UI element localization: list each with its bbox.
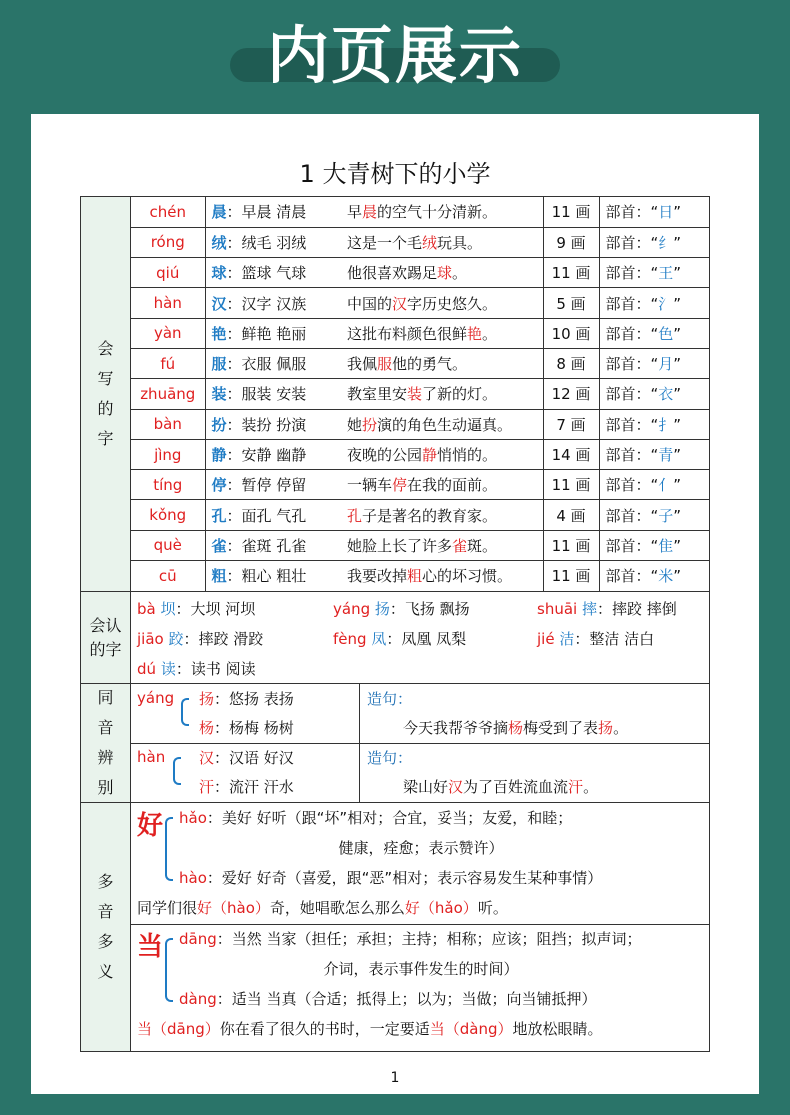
words-cell — [205, 561, 347, 591]
sentence-highlight: 孔 — [347, 506, 363, 525]
radical-prefix: 部首：“ — [605, 324, 659, 343]
sentence-part: 心的坏习惯。 — [422, 567, 513, 586]
words-cell — [205, 318, 347, 348]
brace-bracket — [173, 757, 181, 785]
radical-cell — [599, 227, 709, 257]
sentence-highlight: 扮 — [362, 415, 378, 434]
lesson-title: 1 大青树下的小学 — [299, 160, 491, 188]
sentence-cell — [347, 379, 543, 409]
words-cell — [205, 258, 347, 288]
pinyin-cell: bàn — [131, 409, 205, 439]
stroke-count-cell: 14 画 — [543, 439, 599, 469]
polyphone-example — [137, 1018, 603, 1039]
words-text: ：服装 安装 — [226, 385, 307, 404]
radical-prefix: 部首：“ — [605, 415, 659, 434]
radical-suffix: ” — [673, 506, 682, 525]
sentence-part: 字历史悠久。 — [407, 294, 498, 313]
radical-prefix: 部首：“ — [605, 385, 659, 404]
pinyin-cell: fú — [131, 348, 205, 378]
radical-char: 青 — [658, 446, 674, 465]
sentence-part: 今天我帮爷爷摘 — [403, 719, 509, 737]
stroke-count-cell: 5 画 — [543, 288, 599, 318]
radical-cell — [599, 561, 709, 591]
pinyin-cell: hàn — [131, 288, 205, 318]
sentence-part: 的空气十分清新。 — [377, 203, 498, 222]
target-char: 停 — [211, 476, 227, 495]
radical-prefix: 部首：“ — [605, 567, 659, 586]
brace-bracket — [181, 698, 189, 726]
read-pinyin: jiāo — [137, 630, 164, 648]
sentence-highlight: 粗 — [407, 567, 423, 586]
radical-char: 子 — [658, 506, 674, 525]
radical-char: 纟 — [658, 233, 674, 252]
brace-bracket — [165, 817, 173, 881]
read-item — [137, 598, 255, 619]
radical-char: 氵 — [658, 294, 674, 313]
homophone-words: ：悠扬 表扬 — [214, 690, 294, 708]
sentence-cell — [347, 470, 543, 500]
read-words: ：凤凰 凤梨 — [386, 630, 467, 648]
reading-2-line — [179, 867, 602, 888]
write-section — [80, 196, 710, 592]
pinyin-cell: zhuāng — [131, 379, 205, 409]
sentence-part: 梁山好 — [403, 778, 449, 796]
pinyin-cell: chén — [131, 197, 205, 227]
polyphone-char: 当 — [137, 932, 164, 962]
write-row — [131, 197, 709, 227]
words-cell — [205, 409, 347, 439]
reading-pinyin: hǎo — [179, 809, 207, 827]
target-char: 晨 — [211, 203, 227, 222]
stroke-count-cell: 10 画 — [543, 318, 599, 348]
write-row — [131, 530, 709, 560]
example-part: 地放松眼睛。 — [512, 1020, 603, 1038]
read-pinyin: jié — [537, 630, 555, 648]
sentence-part: 教室里安 — [347, 385, 408, 404]
radical-char: 隹 — [658, 536, 674, 555]
read-item — [537, 628, 654, 649]
sentence-part: 他很喜欢踢足 — [347, 264, 438, 283]
read-pinyin: fèng — [333, 630, 367, 648]
radical-prefix: 部首：“ — [605, 476, 659, 495]
radical-suffix: ” — [673, 355, 682, 374]
words-cell — [205, 227, 347, 257]
sentence-part: 子是著名的教育家。 — [362, 506, 498, 525]
sentence-part: 她 — [347, 415, 363, 434]
sentence-part: 早 — [347, 203, 363, 222]
read-item — [537, 598, 677, 619]
sentence-highlight: 停 — [392, 476, 408, 495]
read-words: ：读书 阅读 — [175, 660, 256, 678]
read-words: ：飞扬 飘扬 — [389, 600, 470, 618]
reading-1-line-2: 健康，痊愈；表示赞许） — [338, 839, 504, 857]
radical-char: 王 — [658, 264, 674, 283]
words-cell — [205, 348, 347, 378]
read-item — [333, 598, 470, 619]
radical-cell — [599, 318, 709, 348]
read-pinyin: shuāi — [537, 600, 578, 618]
worksheet-page — [31, 114, 759, 1094]
sentence-label: 造句： — [367, 749, 413, 767]
homophone-line-b — [199, 776, 294, 797]
sentence-highlight: 汉 — [448, 778, 464, 796]
stroke-count-cell: 11 画 — [543, 561, 599, 591]
read-char: 洁 — [559, 630, 575, 648]
words-text: ：早晨 清晨 — [226, 203, 307, 222]
words-text: ：篮球 气球 — [226, 264, 307, 283]
radical-suffix: ” — [673, 415, 682, 434]
sentence-highlight: 汗 — [568, 778, 584, 796]
homophone-pinyin: yáng — [137, 689, 175, 707]
read-item — [137, 658, 256, 679]
words-text: ：面孔 气孔 — [226, 506, 307, 525]
sentence-cell — [347, 530, 543, 560]
sentence-part: 我佩 — [347, 355, 378, 374]
sentence-highlight: 杨 — [508, 719, 524, 737]
pinyin-cell: kǒng — [131, 500, 205, 530]
sentence-part: 为了百姓流血流 — [463, 778, 569, 796]
write-row — [131, 500, 709, 530]
words-text: ：装扮 扮演 — [226, 415, 307, 434]
sentence-part: 。 — [613, 719, 629, 737]
sentence-highlight: 雀 — [452, 536, 468, 555]
sentence-highlight: 绒 — [422, 233, 438, 252]
radical-suffix: ” — [673, 446, 682, 465]
example-part: 奇，她唱歌怎么那么 — [269, 899, 405, 917]
words-text: ：鲜艳 艳丽 — [226, 324, 307, 343]
homophone-char: 汗 — [199, 778, 215, 796]
sentence-highlight: 装 — [407, 385, 423, 404]
sentence-cell — [347, 348, 543, 378]
read-char: 扬 — [374, 600, 390, 618]
stroke-count-cell: 4 画 — [543, 500, 599, 530]
read-pinyin: bà — [137, 600, 156, 618]
example-part: 听。 — [477, 899, 508, 917]
target-char: 装 — [211, 385, 227, 404]
sentence-highlight: 汉 — [392, 294, 408, 313]
banner-title: 内页展示 — [266, 19, 523, 92]
homophone-line-b — [199, 717, 294, 738]
radical-suffix: ” — [673, 385, 682, 404]
reading-meaning: ：美好 好听（跟“坏”相对；合宜，妥当；友爱，和睦； — [206, 809, 573, 827]
radical-suffix: ” — [673, 536, 682, 555]
sentence-cell — [347, 227, 543, 257]
words-text: ：雀斑 孔雀 — [226, 536, 307, 555]
stroke-count-cell: 11 画 — [543, 258, 599, 288]
target-char: 艳 — [211, 324, 227, 343]
pinyin-cell: jìng — [131, 439, 205, 469]
words-cell — [205, 288, 347, 318]
radical-prefix: 部首：“ — [605, 203, 659, 222]
radical-suffix: ” — [673, 233, 682, 252]
radical-prefix: 部首：“ — [605, 536, 659, 555]
reading-pinyin: dàng — [179, 990, 217, 1008]
sentence-part: 他的勇气。 — [392, 355, 468, 374]
sentence-highlight: 扬 — [598, 719, 614, 737]
polyphone-section — [80, 802, 710, 1052]
polyphone-char: 好 — [137, 811, 164, 841]
homophone-label-cell — [81, 684, 131, 802]
read-words: ：大坝 河坝 — [175, 600, 256, 618]
example-highlight: 当（dàng） — [429, 1020, 513, 1038]
polyphone-example — [137, 897, 508, 918]
homophone-char: 扬 — [199, 690, 215, 708]
homophone-section — [80, 683, 710, 803]
radical-cell — [599, 288, 709, 318]
radical-char: 月 — [658, 355, 674, 374]
example-part: 同学们很 — [137, 899, 198, 917]
stroke-count-cell: 8 画 — [543, 348, 599, 378]
radical-char: 日 — [658, 203, 674, 222]
sentence-part: 夜晚的公园 — [347, 446, 423, 465]
pinyin-cell: róng — [131, 227, 205, 257]
page-number: 1 — [390, 1070, 400, 1086]
homophone-pinyin: hàn — [137, 748, 166, 766]
example-highlight: 好（hǎo） — [404, 899, 478, 917]
words-cell — [205, 470, 347, 500]
reading-1-line-1 — [179, 928, 642, 949]
polyphone-label: 多音多义 — [97, 872, 114, 981]
pinyin-cell: què — [131, 530, 205, 560]
brace-bracket — [165, 938, 173, 1002]
sentence-part: 。 — [452, 264, 468, 283]
write-section-label-cell — [81, 197, 131, 591]
words-text: ：汉字 汉族 — [226, 294, 307, 313]
pinyin-cell: tíng — [131, 470, 205, 500]
pinyin-cell: qiú — [131, 258, 205, 288]
reading-meaning: ：爱好 好奇（喜爱，跟“恶”相对；表示容易发生某种事情） — [206, 869, 603, 887]
stroke-count-cell: 11 画 — [543, 530, 599, 560]
sentence-part: 悄悄的。 — [437, 446, 498, 465]
stroke-count-cell: 9 画 — [543, 227, 599, 257]
sentence-highlight: 晨 — [362, 203, 378, 222]
read-char: 坝 — [160, 600, 176, 618]
read-pinyin: yáng — [333, 600, 371, 618]
sentence-cell — [347, 409, 543, 439]
radical-suffix: ” — [673, 476, 682, 495]
read-section — [80, 591, 710, 684]
read-words: ：摔跤 滑跤 — [183, 630, 264, 648]
target-char: 静 — [211, 446, 227, 465]
stroke-count-cell: 11 画 — [543, 470, 599, 500]
write-row — [131, 348, 709, 378]
sentence-part: 一辆车 — [347, 476, 393, 495]
reading-pinyin: hào — [179, 869, 207, 887]
sentence-highlight: 服 — [377, 355, 393, 374]
sentence-part: 斑。 — [467, 536, 498, 555]
sentence-part: 这是一个毛 — [347, 233, 423, 252]
write-row — [131, 227, 709, 257]
polyphone-label-cell — [81, 803, 131, 1051]
radical-cell — [599, 530, 709, 560]
write-row — [131, 379, 709, 409]
radical-char: 米 — [658, 567, 674, 586]
write-row — [131, 409, 709, 439]
target-char: 服 — [211, 355, 227, 374]
sentence-part: 这批布料颜色很鲜 — [347, 324, 468, 343]
write-row — [131, 439, 709, 469]
write-section-label: 会写的字 — [97, 339, 114, 448]
sentence-part: 演的角色生动逼真。 — [377, 415, 513, 434]
write-row — [131, 561, 709, 591]
sentence-cell — [347, 500, 543, 530]
example-sentence — [403, 776, 598, 797]
radical-suffix: ” — [673, 203, 682, 222]
read-pinyin: dú — [137, 660, 157, 678]
target-char: 绒 — [211, 233, 227, 252]
words-text: ：绒毛 羽绒 — [226, 233, 307, 252]
reading-meaning: ：适当 当真（合适；抵得上；以为；当做；向当铺抵押） — [216, 990, 597, 1008]
homophone-words: ：流汗 汗水 — [214, 778, 294, 796]
homophone-line-a — [199, 688, 294, 709]
example-sentence — [403, 717, 628, 738]
write-row — [131, 288, 709, 318]
read-char: 跤 — [168, 630, 184, 648]
example-highlight: 当（dāng） — [137, 1020, 220, 1038]
radical-cell — [599, 258, 709, 288]
read-char: 摔 — [581, 600, 597, 618]
reading-meaning: ：当然 当家（担任；承担；主持；相称；应该；阻挡；拟声词； — [216, 930, 642, 948]
radical-suffix: ” — [673, 324, 682, 343]
words-cell — [205, 379, 347, 409]
reading-2-line — [179, 988, 597, 1009]
words-cell — [205, 500, 347, 530]
radical-char: 扌 — [658, 415, 674, 434]
sentence-highlight: 静 — [422, 446, 438, 465]
radical-cell — [599, 348, 709, 378]
radical-cell — [599, 409, 709, 439]
sentence-part: 。 — [482, 324, 498, 343]
read-words: ：摔跤 摔倒 — [597, 600, 677, 618]
radical-cell — [599, 470, 709, 500]
write-table — [131, 197, 709, 591]
sentence-cell — [347, 561, 543, 591]
reading-1-line-2: 介词，表示事件发生的时间） — [323, 960, 519, 978]
homophone-char: 汉 — [199, 749, 215, 767]
sentence-part: 了新的灯。 — [422, 385, 498, 404]
sentence-part: 梅受到了表 — [523, 719, 599, 737]
write-row — [131, 258, 709, 288]
radical-cell — [599, 379, 709, 409]
reading-pinyin: dāng — [179, 930, 217, 948]
radical-suffix: ” — [673, 264, 682, 283]
target-char: 汉 — [211, 294, 227, 313]
words-text: ：衣服 佩服 — [226, 355, 307, 374]
sentence-highlight: 艳 — [467, 324, 483, 343]
radical-prefix: 部首：“ — [605, 264, 659, 283]
homophone-label: 同音辨别 — [97, 688, 114, 797]
words-cell — [205, 530, 347, 560]
sentence-cell — [347, 258, 543, 288]
read-char: 凤 — [371, 630, 387, 648]
stroke-count-cell: 12 画 — [543, 379, 599, 409]
reading-1-line-1 — [179, 807, 572, 828]
sentence-part: 。 — [583, 778, 599, 796]
radical-char: 衣 — [658, 385, 674, 404]
sentence-part: 中国的 — [347, 294, 393, 313]
words-text: ：暂停 停留 — [226, 476, 307, 495]
radical-cell — [599, 197, 709, 227]
radical-char: 亻 — [658, 476, 674, 495]
radical-prefix: 部首：“ — [605, 233, 659, 252]
target-char: 球 — [211, 264, 227, 283]
radical-suffix: ” — [673, 567, 682, 586]
pinyin-cell: yàn — [131, 318, 205, 348]
read-item — [137, 628, 263, 649]
radical-prefix: 部首：“ — [605, 506, 659, 525]
target-char: 孔 — [211, 506, 227, 525]
example-highlight: 好（hào） — [197, 899, 270, 917]
radical-suffix: ” — [673, 294, 682, 313]
target-char: 粗 — [211, 567, 227, 586]
sentence-part: 她脸上长了许多 — [347, 536, 453, 555]
sentence-cell — [347, 288, 543, 318]
read-item — [333, 628, 466, 649]
radical-prefix: 部首：“ — [605, 294, 659, 313]
words-cell — [205, 439, 347, 469]
read-section-label-cell — [81, 592, 131, 683]
radical-char: 色 — [658, 324, 674, 343]
stroke-count-cell: 7 画 — [543, 409, 599, 439]
sentence-cell — [347, 197, 543, 227]
stroke-count-cell: 11 画 — [543, 197, 599, 227]
read-char: 读 — [160, 660, 176, 678]
homophone-words: ：杨梅 杨树 — [214, 719, 294, 737]
homophone-char: 杨 — [199, 719, 215, 737]
read-section-label: 会认的字 — [89, 615, 122, 659]
words-text: ：粗心 粗壮 — [226, 567, 307, 586]
sentence-part: 我要改掉 — [347, 567, 408, 586]
target-char: 扮 — [211, 415, 227, 434]
radical-prefix: 部首：“ — [605, 355, 659, 374]
sentence-label: 造句： — [367, 690, 413, 708]
sentence-part: 玩具。 — [437, 233, 483, 252]
radical-prefix: 部首：“ — [605, 446, 659, 465]
words-text: ：安静 幽静 — [226, 446, 307, 465]
example-part: 你在看了很久的书时，一定要适 — [219, 1020, 430, 1038]
radical-cell — [599, 439, 709, 469]
homophone-words: ：汉语 好汉 — [214, 749, 294, 767]
sentence-cell — [347, 439, 543, 469]
sentence-cell — [347, 318, 543, 348]
sentence-highlight: 球 — [437, 264, 453, 283]
write-row — [131, 470, 709, 500]
radical-cell — [599, 500, 709, 530]
read-words: ：整洁 洁白 — [574, 630, 655, 648]
pinyin-cell: cū — [131, 561, 205, 591]
homophone-line-a — [199, 747, 294, 768]
target-char: 雀 — [211, 536, 227, 555]
words-cell — [205, 197, 347, 227]
sentence-part: 在我的面前。 — [407, 476, 498, 495]
write-row — [131, 318, 709, 348]
